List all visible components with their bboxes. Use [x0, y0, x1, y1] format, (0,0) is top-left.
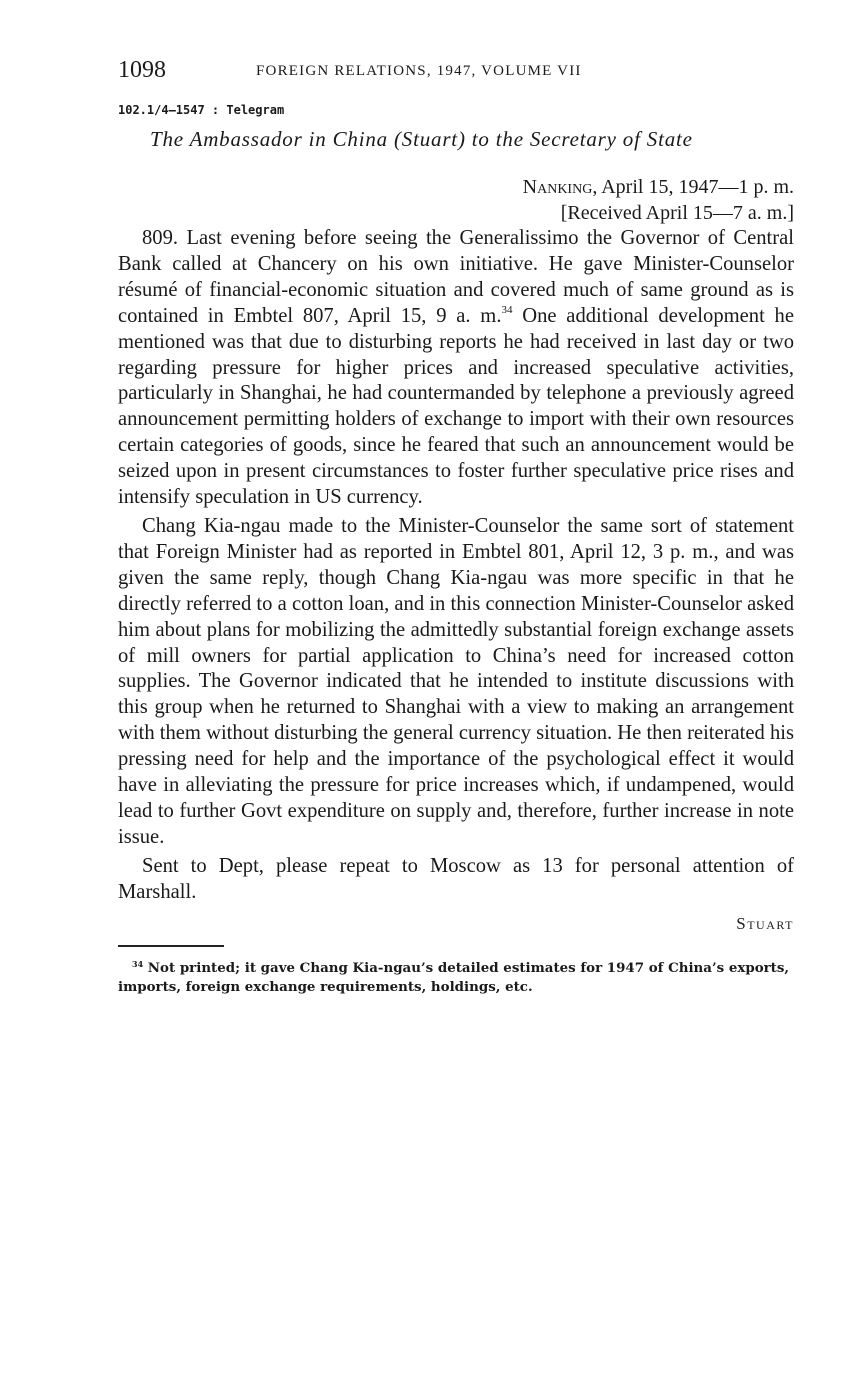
dateline-time: April 15, 1947—1 p. m.	[597, 176, 794, 198]
paragraph-1-text-b: One additional development he mentioned was that due to disturbing reports he had received in last day or two regarding pressure for higher prices and increased speculative activities, particularly in Shanghai, he had countermanded by telephone a previously agreed announcement permitting holders of exchange to import with their own resources certain categories of goods, since he feared that such an announcement would be seized upon in present circumstances to foster further speculative price rises and intensify speculation in US currency.	[118, 304, 794, 509]
footnote-reference: 34	[501, 303, 513, 316]
paragraph-1-text-a: 809. Last evening before seeing the Generalissimo the Governor of Central Bank called at Chancery on his own initiative. He gave Minister-Counselor résumé of financial-economic situation and covered much of same ground as is contained in Embtel 807, April 15, 9 a. m.	[118, 227, 794, 327]
footnote-text: Not printed; it gave Chang Kia-ngau’s detailed estimates for 1947 of China’s exports, imports, foreign exchange requirements, holdings, etc.	[118, 959, 790, 995]
page-header	[118, 56, 794, 86]
file-reference: 102.1/4–1547 : Telegram	[118, 103, 285, 117]
page-number: 1098	[118, 57, 166, 83]
footnote-number: 34	[132, 958, 144, 969]
document-title: The Ambassador in China (Stuart) to the Secretary of State	[150, 127, 693, 151]
received-line: [Received April 15—7 a. m.]	[560, 202, 794, 224]
body-paragraph-3: Sent to Dept, please repeat to Moscow as 13 for personal attention of Marshall.	[118, 854, 794, 903]
running-title: FOREIGN RELATIONS, 1947, VOLUME VII	[256, 63, 582, 79]
dateline	[118, 174, 794, 200]
body-paragraph-1	[118, 226, 794, 511]
document-page	[118, 56, 794, 997]
footnote-divider	[118, 945, 224, 947]
signature: Stuart	[736, 913, 794, 933]
dateline-place: Nanking,	[522, 176, 598, 198]
body-paragraph-2: Chang Kia-ngau made to the Minister-Counselor the same sort of statement that Foreign Minister had as reported in Embtel 801, April 12, 3 p. m., and was given the same reply, though Chang Kia-ngau was more specific in that he directly referred to a cotton loan, and in this connection Minister-Counselor asked him about plans for mobilizing the admittedly substantial foreign exchange assets of mill owners for partial application to China’s need for increased cotton supplies. The Governor indicated that he intended to institute discussions with this group when he returned to Shanghai with a view to making an arrangement with them without disturbing the general currency situation. He then reiterated his pressing need for help and the importance of the psychological effect it would have in alleviating the pressure for price increases which, if undampened, would lead to further Govt expenditure on supply and, therefore, further increase in note issue.	[118, 514, 794, 848]
footnote	[118, 959, 794, 997]
